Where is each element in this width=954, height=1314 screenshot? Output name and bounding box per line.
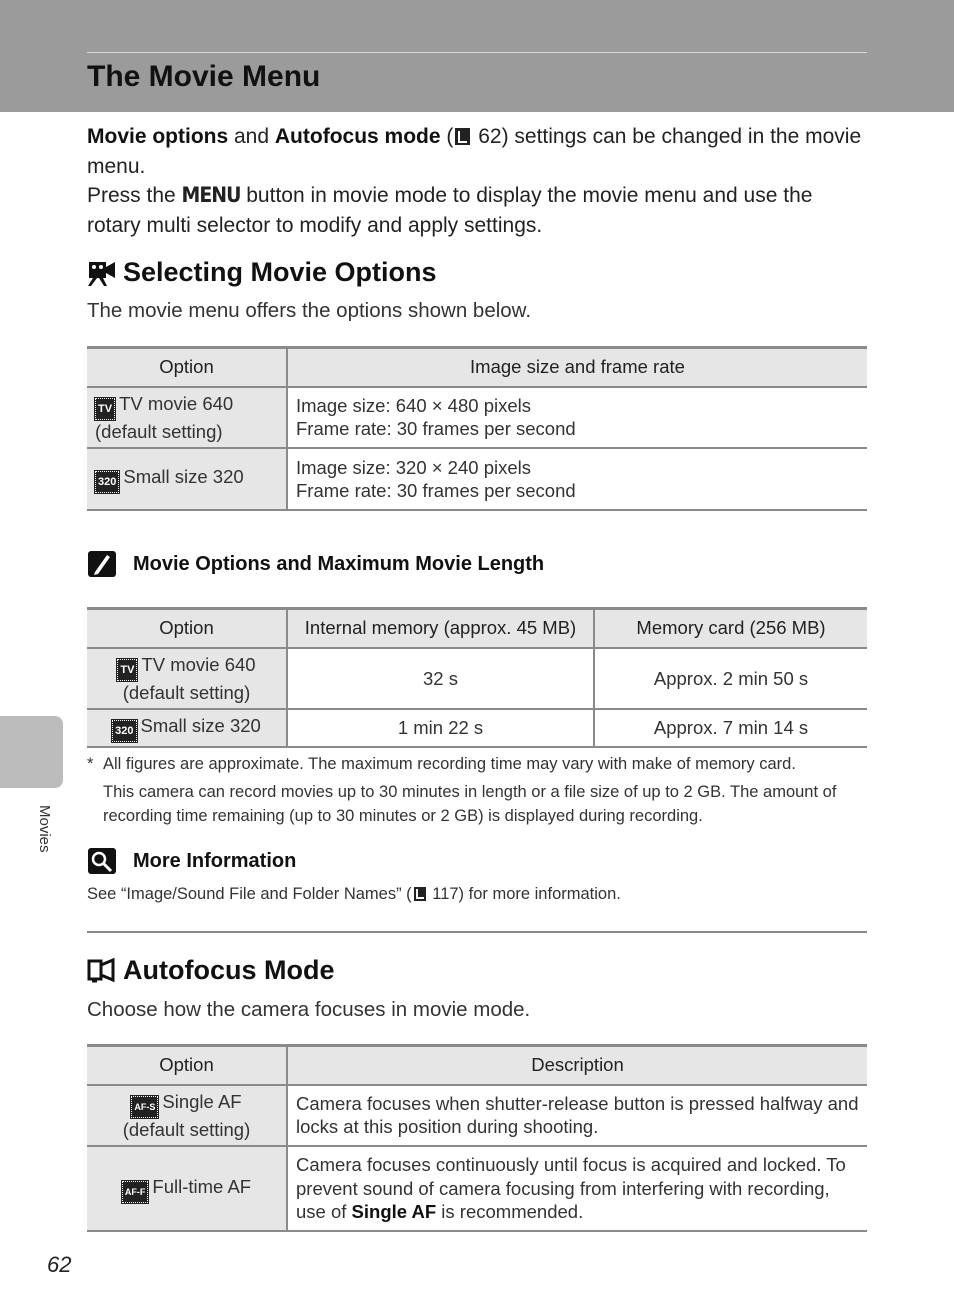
tv-movie-icon: TV bbox=[95, 398, 115, 420]
table-row bbox=[87, 648, 867, 710]
section-heading-autofocus bbox=[87, 955, 334, 986]
footnote bbox=[87, 752, 867, 828]
image-size-cell bbox=[287, 387, 867, 449]
max-length-heading-text: Movie Options and Maximum Movie Length bbox=[133, 552, 545, 575]
table-header-option: Option bbox=[87, 348, 287, 387]
option-cell bbox=[87, 448, 287, 510]
description-text: Camera focuses continuously until focus is acquired and locked. To prevent sound of camera focusing from interfering with recording, use of bbox=[296, 1154, 846, 1223]
menu-button-icon: MENU bbox=[181, 183, 241, 207]
intro-paren: ( bbox=[440, 125, 454, 148]
autofocus-mode-icon bbox=[87, 957, 117, 985]
description-cell: Camera focuses when shutter-release button is pressed halfway and locks at this position during shooting. bbox=[287, 1085, 867, 1147]
table-row bbox=[87, 448, 867, 510]
more-info-heading-text: More Information bbox=[133, 849, 297, 872]
description-cell bbox=[287, 1146, 867, 1231]
option-cell bbox=[87, 387, 287, 449]
more-info-heading bbox=[87, 847, 296, 875]
intro-press-rest: button in movie mode to display the movie menu and use the rotary multi selector to modify and apply settings. bbox=[87, 184, 813, 237]
full-time-af-icon: AF-F bbox=[122, 1181, 149, 1203]
image-size-cell bbox=[287, 448, 867, 510]
image-size-text: Image size: 640 × 480 pixels bbox=[296, 394, 531, 416]
max-length-note-heading bbox=[87, 550, 544, 578]
memory-card-cell: Approx. 2 min 50 s bbox=[594, 648, 867, 710]
footnote-recording-limit: This camera can record movies up to 30 minutes in length or a file size of up to 2 GB. The amount of recording time remaining (up to 30 minutes or 2 GB) is displayed during recording. bbox=[103, 783, 837, 825]
side-tab-label: Movies bbox=[36, 805, 53, 853]
image-size-text: Image size: 320 × 240 pixels bbox=[296, 456, 531, 478]
frame-rate-text: Frame rate: 30 frames per second bbox=[296, 480, 576, 501]
internal-memory-cell: 32 s bbox=[287, 648, 594, 710]
intro-text bbox=[87, 122, 867, 240]
footnote-text: All figures are approximate. The maximum recording time may vary with make of memory card. bbox=[103, 755, 796, 773]
table-row bbox=[87, 709, 867, 747]
option-label: Full-time AF bbox=[152, 1175, 252, 1197]
page-reference-icon bbox=[414, 887, 426, 901]
page-title: The Movie Menu bbox=[87, 60, 321, 93]
more-info-text-b: 117) for more information. bbox=[427, 885, 621, 903]
table-header-image-size: Image size and frame rate bbox=[287, 348, 867, 387]
single-af-icon: AF-S bbox=[131, 1096, 158, 1118]
table-row bbox=[87, 1146, 867, 1231]
more-info-text-a: See “Image/Sound File and Folder Names” ( bbox=[87, 885, 412, 903]
small-size-icon: 320 bbox=[95, 471, 119, 493]
intro-and: and bbox=[228, 125, 275, 148]
header-band bbox=[0, 0, 954, 112]
table-header-description: Description bbox=[287, 1046, 867, 1085]
frame-rate-text: Frame rate: 30 frames per second bbox=[296, 418, 576, 440]
movie-options-intro: The movie menu offers the options shown below. bbox=[87, 299, 532, 322]
intro-ref-text: 62) settings can be changed in the movie menu. bbox=[87, 125, 862, 178]
footnote-star: * bbox=[87, 755, 94, 773]
description-text-end: is recommended. bbox=[436, 1201, 584, 1223]
intro-bold-movie-options: Movie options bbox=[87, 125, 229, 148]
option-default-label: (default setting) bbox=[95, 420, 223, 442]
table-header-card: Memory card (256 MB) bbox=[594, 609, 867, 648]
table-header-row bbox=[87, 609, 867, 648]
movie-camera-icon bbox=[87, 259, 117, 287]
autofocus-table bbox=[87, 1044, 867, 1232]
table-row bbox=[87, 387, 867, 449]
memory-card-cell: Approx. 7 min 14 s bbox=[594, 709, 867, 747]
section-divider bbox=[87, 931, 867, 933]
internal-memory-cell: 1 min 22 s bbox=[287, 709, 594, 747]
description-bold: Single AF bbox=[351, 1201, 437, 1223]
page-number: 62 bbox=[47, 1252, 72, 1277]
option-label: TV movie 640 bbox=[119, 392, 234, 414]
table-header-option: Option bbox=[87, 609, 287, 648]
movie-options-heading-text: Selecting Movie Options bbox=[123, 257, 437, 287]
option-cell bbox=[87, 709, 287, 747]
section-heading-movie-options bbox=[87, 257, 437, 288]
movie-options-table bbox=[87, 346, 867, 511]
option-cell bbox=[87, 1085, 287, 1147]
page-reference-icon bbox=[455, 128, 470, 145]
magnifier-icon bbox=[87, 847, 117, 875]
max-length-table bbox=[87, 607, 867, 748]
more-info-text bbox=[87, 885, 621, 904]
table-header-row bbox=[87, 348, 867, 387]
table-header-option: Option bbox=[87, 1046, 287, 1085]
option-cell bbox=[87, 648, 287, 710]
option-default-label: (default setting) bbox=[122, 681, 251, 703]
autofocus-intro: Choose how the camera focuses in movie mode. bbox=[87, 998, 531, 1021]
option-label: Small size 320 bbox=[140, 715, 261, 736]
table-header-row bbox=[87, 1046, 867, 1085]
table-row bbox=[87, 1085, 867, 1147]
small-size-icon: 320 bbox=[112, 720, 136, 742]
autofocus-heading-text: Autofocus Mode bbox=[123, 955, 335, 985]
option-label: Single AF bbox=[162, 1090, 242, 1112]
option-label: Small size 320 bbox=[123, 466, 244, 487]
option-label: TV movie 640 bbox=[141, 653, 256, 675]
option-default-label: (default setting) bbox=[122, 1118, 251, 1140]
note-pencil-icon bbox=[87, 550, 117, 578]
table-header-internal: Internal memory (approx. 45 MB) bbox=[287, 609, 594, 648]
intro-bold-autofocus: Autofocus mode bbox=[274, 125, 441, 148]
side-tab bbox=[0, 716, 63, 788]
tv-movie-icon: TV bbox=[117, 659, 137, 681]
intro-press: Press the bbox=[87, 184, 182, 207]
option-cell bbox=[87, 1146, 287, 1231]
header-rule bbox=[87, 52, 867, 53]
